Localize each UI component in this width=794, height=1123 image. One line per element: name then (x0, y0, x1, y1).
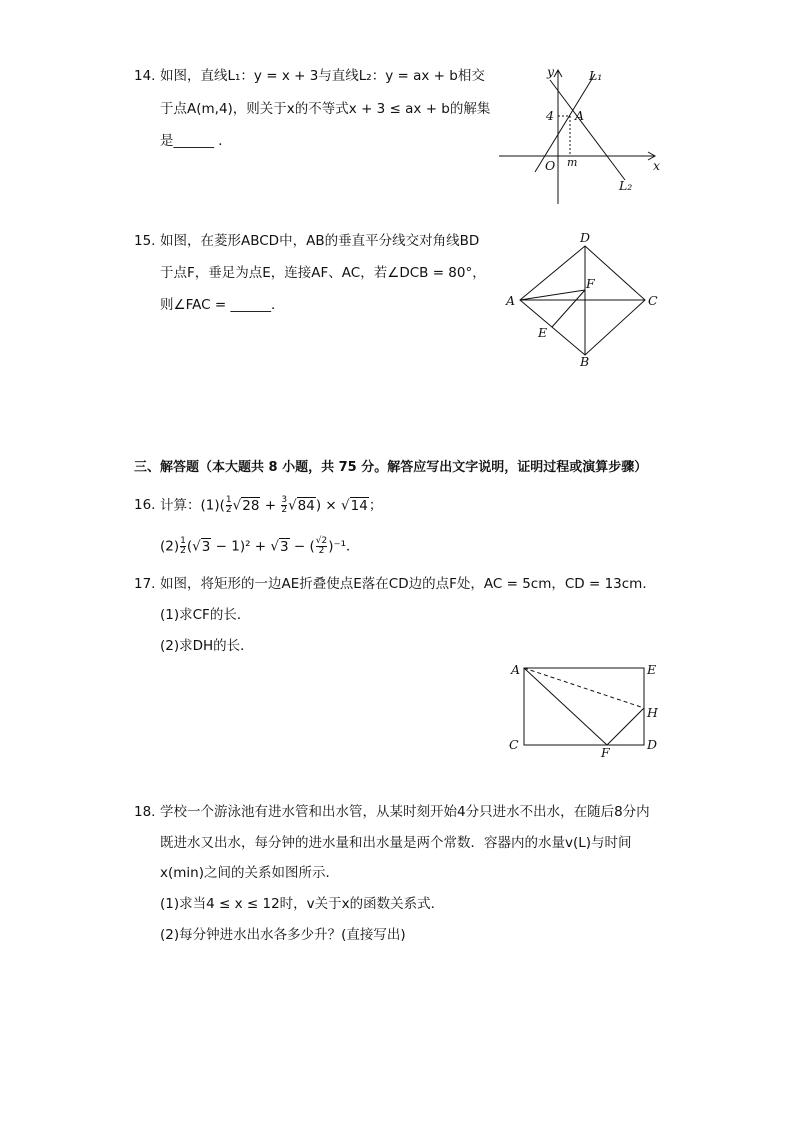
q17-label-A: A (511, 662, 521, 677)
q14-number: 14. (134, 68, 156, 84)
q15-figure (500, 230, 665, 370)
q15-label-E: E (538, 325, 548, 340)
q14-label-A: A (575, 108, 585, 123)
q14-line-L1 (535, 74, 595, 172)
q16-part2: (2) $\frac{1}{2}$ (√3 − 1)² + √3 − ( $\frac{√2}{2}$ )⁻¹． (160, 536, 360, 556)
q15-label-A: A (506, 293, 516, 308)
q17-segment-AF (524, 668, 607, 745)
q14-line2: 于点A(m,4)，则关于x的不等式x + 3 ≤ ax + b的解集 (160, 101, 491, 117)
q17-rectangle (524, 668, 644, 745)
q17-label-E: E (647, 662, 657, 677)
q17-figure (505, 660, 665, 760)
q15-number: 15. (134, 233, 156, 249)
q17-segment-FH (607, 708, 644, 745)
q16-part1: 计算：(1)( $\frac{1}{2}$ √28 + $\frac{3}{2}$ √84) × √14； (160, 495, 383, 515)
q14-label-4: 4 (546, 108, 554, 123)
q15-line1: 如图，在菱形ABCD中，AB的垂直平分线交对角线BD (160, 233, 480, 249)
q17-label-D: D (647, 737, 658, 752)
q17-label-C: C (509, 737, 519, 752)
q17-dash-AH (524, 668, 644, 708)
q14-label-L1: L₁ (589, 68, 603, 83)
q18-number: 18. (134, 804, 156, 820)
q18-line3: x(min)之间的关系如图所示． (160, 865, 339, 881)
q14-label-O: O (545, 158, 556, 173)
q14-figure (495, 62, 665, 207)
q17-number: 17. (134, 576, 156, 592)
q15-label-F: F (586, 276, 595, 291)
q17-line2: (1)求CF的长． (160, 607, 251, 623)
q16-number: 16. (134, 497, 156, 513)
q14-label-L2: L₂ (619, 178, 633, 193)
q17-label-F: F (601, 745, 610, 760)
q14-label-y: y (547, 64, 555, 79)
q18-line4: (1)求当4 ≤ x ≤ 12时，v关于x的函数关系式． (160, 896, 445, 912)
q15-label-B: B (580, 354, 590, 369)
q14-line3: 是______ ． (160, 133, 232, 149)
q17-label-H: H (647, 705, 658, 720)
q15-segment-EF (552, 290, 585, 327)
q18-line5: (2)每分钟进水出水各多少升？(直接写出) (160, 927, 406, 943)
section3-title: 三、解答题（本大题共 8 小题，共 75 分。解答应写出文字说明，证明过程或演算步骤） (134, 460, 648, 475)
q15-label-C: C (648, 293, 658, 308)
q15-label-D: D (580, 230, 591, 245)
q14-label-x: x (653, 158, 661, 173)
q14-line1: 如图，直线L₁：y = x + 3与直线L₂：y = ax + b相交 (160, 68, 485, 84)
q15-line3: 则∠FAC = ______． (160, 297, 285, 313)
q15-line2: 于点F，垂足为点E，连接AF、AC，若∠DCB = 80°， (160, 265, 486, 281)
q18-line2: 既进水又出水，每分钟的进水量和出水量是两个常数．容器内的水量v(L)与时间 (160, 835, 632, 851)
q14-label-m: m (567, 156, 578, 169)
q17-line3: (2)求DH的长． (160, 638, 254, 654)
q18-line1: 学校一个游泳池有进水管和出水管，从某时刻开始4分只进水不出水，在随后8分内 (160, 804, 650, 820)
q17-line1: 如图，将矩形的一边AE折叠使点E落在CD边的点F处，AC = 5cm，CD = 13cm． (160, 576, 656, 592)
